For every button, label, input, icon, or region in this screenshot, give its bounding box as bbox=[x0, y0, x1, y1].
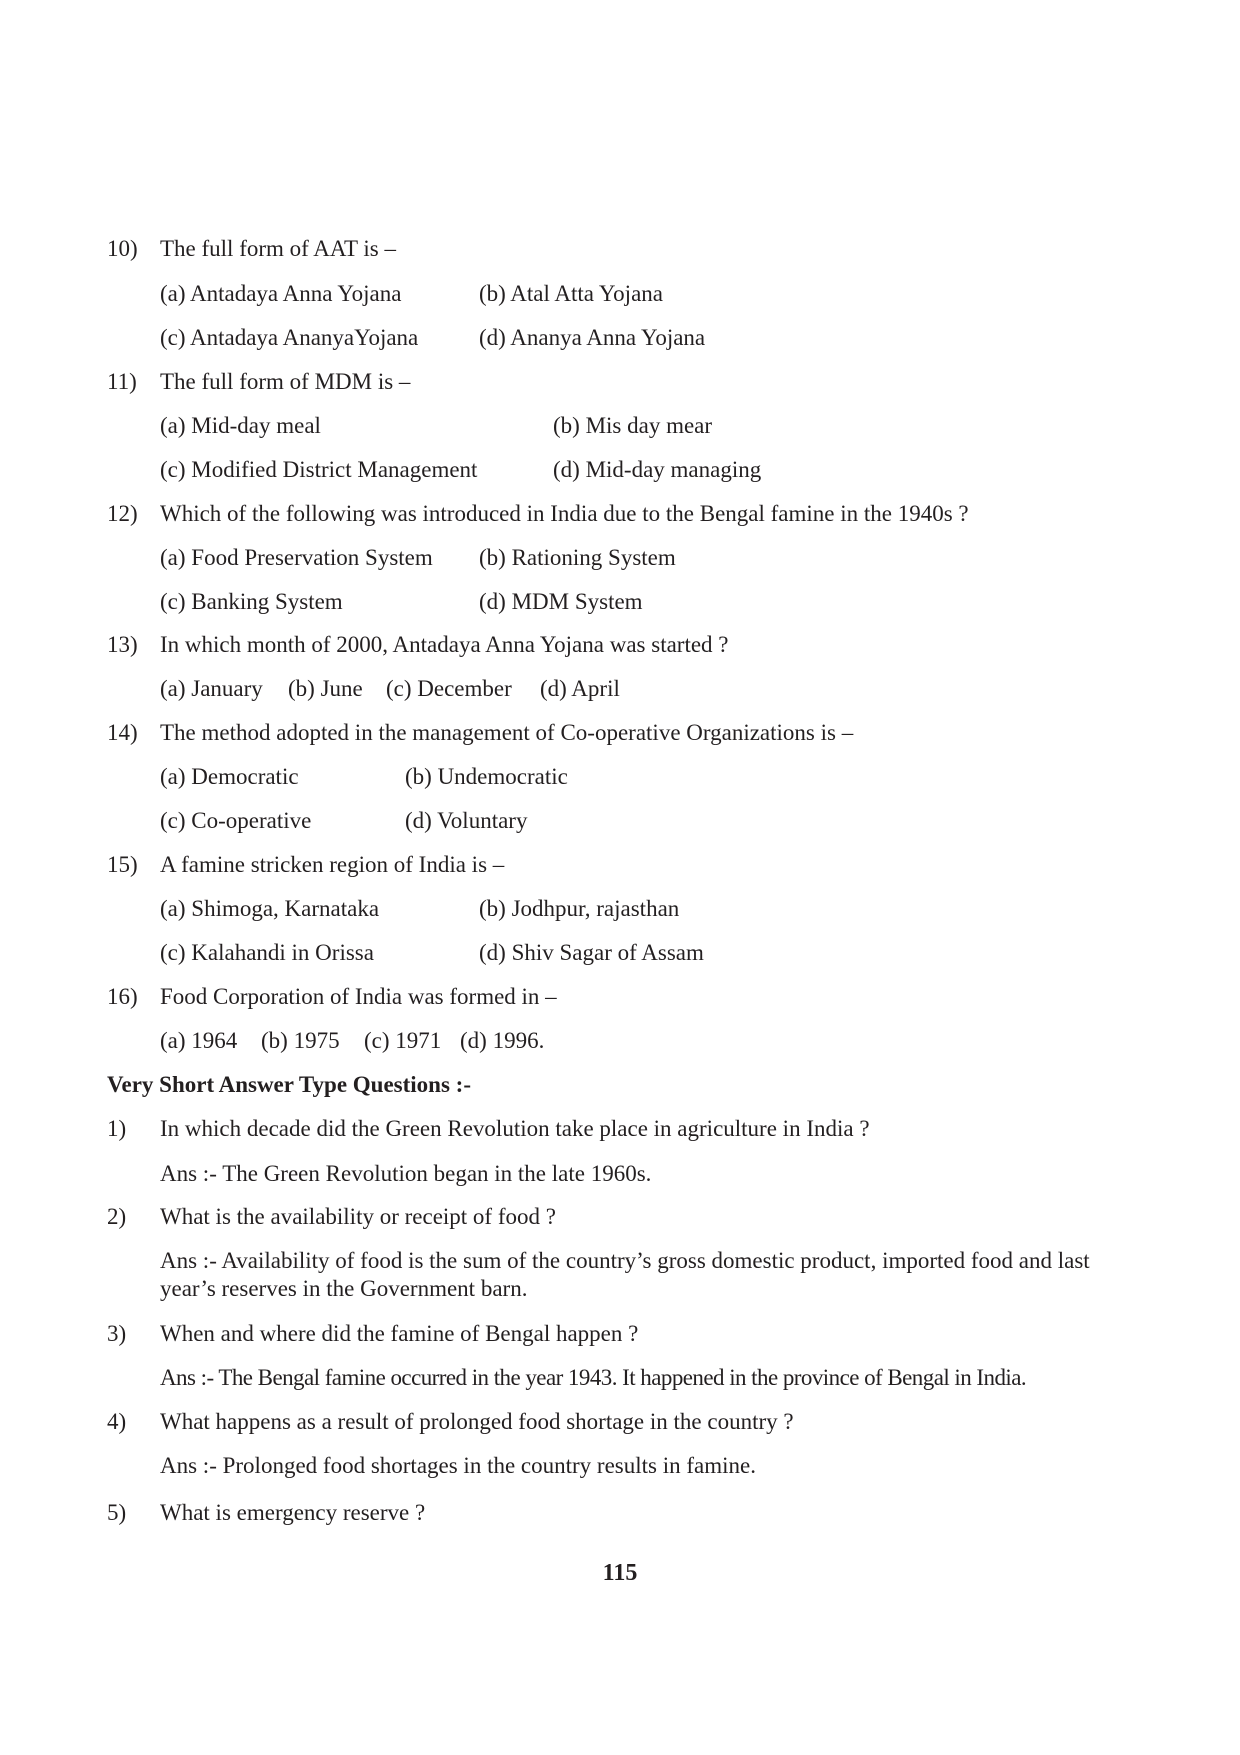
option-b: (b) Rationing System bbox=[479, 545, 676, 570]
option-a: (a) Mid-day meal bbox=[160, 413, 321, 438]
section-heading: Very Short Answer Type Questions :- bbox=[107, 1072, 471, 1097]
question-number: 4) bbox=[107, 1409, 127, 1434]
answer-text: Ans :- Prolonged food shortages in the country results in famine. bbox=[160, 1453, 756, 1478]
option-d: (d) MDM System bbox=[479, 589, 643, 614]
option-b: (b) Atal Atta Yojana bbox=[479, 281, 663, 306]
answer-text: Ans :- Availability of food is the sum of the country’s gross domestic product, imported food and last year’s reserves in the Government barn. bbox=[160, 1248, 1090, 1301]
option-b: (b) Mis day mear bbox=[553, 413, 713, 438]
question-text: Food Corporation of India was formed in – bbox=[160, 984, 557, 1009]
question-number: 11) bbox=[107, 369, 137, 394]
option-a: (a) January bbox=[160, 676, 263, 701]
question-text: What happens as a result of prolonged food shortage in the country ? bbox=[160, 1409, 794, 1434]
question-text: The full form of MDM is – bbox=[160, 369, 411, 394]
question-number: 1) bbox=[107, 1116, 127, 1141]
option-d: (d) Voluntary bbox=[405, 808, 528, 833]
option-a: (a) Democratic bbox=[160, 764, 299, 789]
option-d: (d) April bbox=[540, 676, 620, 701]
question-text: The method adopted in the management of Co-operative Organizations is – bbox=[160, 720, 854, 745]
question-text: A famine stricken region of India is – bbox=[160, 852, 505, 877]
option-a: (a) Food Preservation System bbox=[160, 545, 433, 570]
question-number: 12) bbox=[107, 501, 138, 526]
option-b: (b) June bbox=[288, 676, 363, 701]
question-number: 16) bbox=[107, 984, 138, 1009]
option-b: (b) Undemocratic bbox=[405, 764, 568, 789]
question-text: When and where did the famine of Bengal happen ? bbox=[160, 1321, 639, 1346]
question-number: 13) bbox=[107, 632, 138, 657]
answer-text: Ans :- The Green Revolution began in the late 1960s. bbox=[160, 1161, 652, 1186]
question-text: The full form of AAT is – bbox=[160, 236, 396, 261]
question-number: 14) bbox=[107, 720, 138, 745]
question-number: 5) bbox=[107, 1500, 127, 1525]
option-c: (c) December bbox=[386, 676, 512, 701]
question-number: 15) bbox=[107, 852, 138, 877]
question-text: What is the availability or receipt of food ? bbox=[160, 1204, 556, 1229]
option-d: (d) 1996. bbox=[460, 1028, 545, 1053]
question-text: In which month of 2000, Antadaya Anna Yojana was started ? bbox=[160, 632, 729, 657]
option-c: (c) Banking System bbox=[160, 589, 343, 614]
option-d: (d) Ananya Anna Yojana bbox=[479, 325, 706, 350]
option-d: (d) Shiv Sagar of Assam bbox=[479, 940, 704, 965]
option-a: (a) 1964 bbox=[160, 1028, 238, 1053]
option-b: (b) Jodhpur, rajasthan bbox=[479, 896, 680, 921]
page-number: 115 bbox=[602, 1560, 638, 1586]
question-number: 3) bbox=[107, 1321, 127, 1346]
option-b: (b) 1975 bbox=[261, 1028, 340, 1053]
option-c: (c) Modified District Management bbox=[160, 457, 478, 482]
question-number: 2) bbox=[107, 1204, 127, 1229]
question-text: Which of the following was introduced in India due to the Bengal famine in the 1940s ? bbox=[160, 501, 969, 526]
question-text: In which decade did the Green Revolution take place in agriculture in India ? bbox=[160, 1116, 870, 1141]
option-c: (c) Antadaya AnanyaYojana bbox=[160, 325, 419, 350]
option-a: (a) Antadaya Anna Yojana bbox=[160, 281, 402, 306]
option-d: (d) Mid-day managing bbox=[553, 457, 762, 482]
answer-text: Ans :- The Bengal famine occurred in the year 1943. It happened in the province of Bengal in India. bbox=[160, 1365, 1027, 1390]
question-text: What is emergency reserve ? bbox=[160, 1500, 426, 1525]
option-c: (c) Kalahandi in Orissa bbox=[160, 940, 374, 965]
option-a: (a) Shimoga, Karnataka bbox=[160, 896, 380, 921]
option-c: (c) 1971 bbox=[364, 1028, 442, 1053]
question-number: 10) bbox=[107, 236, 138, 261]
option-c: (c) Co-operative bbox=[160, 808, 312, 833]
